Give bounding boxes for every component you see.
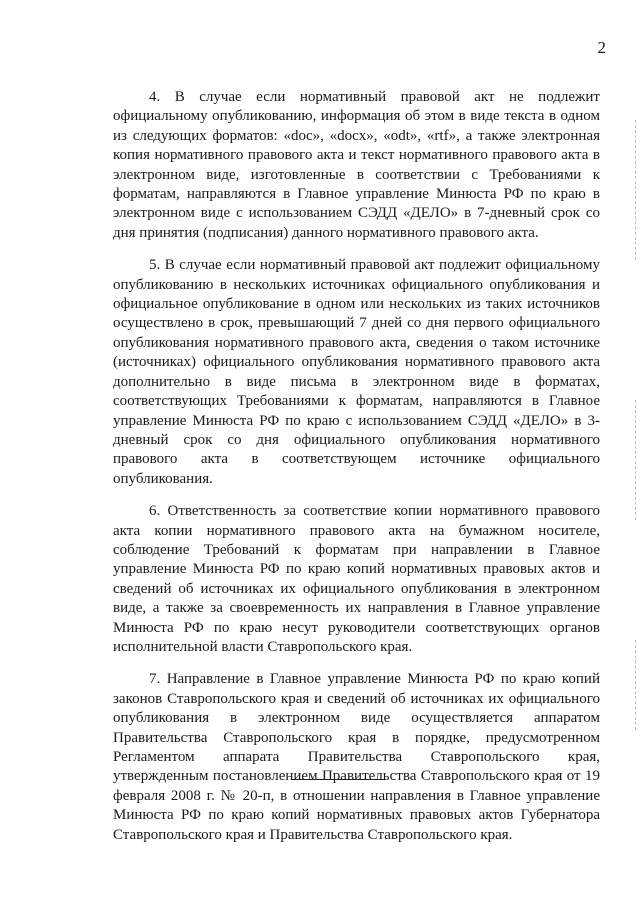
- paragraph-5: 5. В случае если нормативный правовой акт подлежит официальному опубликованию в нескольких источниках официального опубликования и официальное опубликование в одном или нескольких из таких источников осуществлено в срок, превышающий 7 дней со дня первого официального опубликования нормативного правового акта, сведения о таком источнике (источниках) официального опубликования нормативного правового акта дополнительно в виде письма в электронном виде в форматах, соответствующих Требованиями к форматам, направляются в Главное управление Минюста РФ по краю с использованием СЭДД «ДЕЛО» в 3-дневный срок со дня официального опубликования нормативного правового акта в соответствующем источнике официального опубликования.: [113, 257, 600, 487]
- page-number: 2: [597, 38, 606, 57]
- closing-divider-line: [292, 779, 386, 780]
- document-body: [113, 88, 600, 858]
- scan-edge-mark: [635, 640, 636, 730]
- paragraph-4: 4. В случае если нормативный правовой акт не подлежит официальному опубликованию, информация об этом в виде текста в одном из следующих форматов: «doc», «docx», «odt», «rtf», а также электронная копия нормативного правового акта и текст нормативного правового акта в электронном виде, изготовленные в соответствии с Требованиями к форматам, направляются в Главное управление Минюста РФ по краю в электронном виде с использованием СЭДД «ДЕЛО» в 7-дневный срок со дня принятия (подписания) данного нормативного правового акта.: [113, 89, 600, 241]
- paragraph-7: 7. Направление в Главное управление Минюста РФ по краю копий законов Ставропольского края и сведений об источниках их официального опубликования в электронном виде осуществляется аппаратом Правительства Ставропольского края в порядке, предусмотренном Регламентом аппарата Правительства Ставропольского края, утвержденным постановлением Правительства Ставропольского края от 19 февраля 2008 г. № 20-п, в отношении направления в Главное управление Минюста РФ по краю копий нормативных правовых актов Губернатора Ставропольского края и Правительства Ставропольского края.: [113, 671, 600, 843]
- paragraph-6: 6. Ответственность за соответствие копии нормативного правового акта копии нормативного правового акта на бумажном носителе, соблюдение Требований к форматам при направлении в Главное управление Минюста РФ по краю копий нормативных правовых актов и сведений об источниках их официального опубликования в электронном виде, а также за своевременность их направления в Главное управление Минюста РФ по краю несут руководители соответствующих органов исполнительной власти Ставропольского края.: [113, 503, 600, 655]
- scan-edge-mark: [635, 400, 636, 520]
- scan-edge-mark: [635, 120, 636, 260]
